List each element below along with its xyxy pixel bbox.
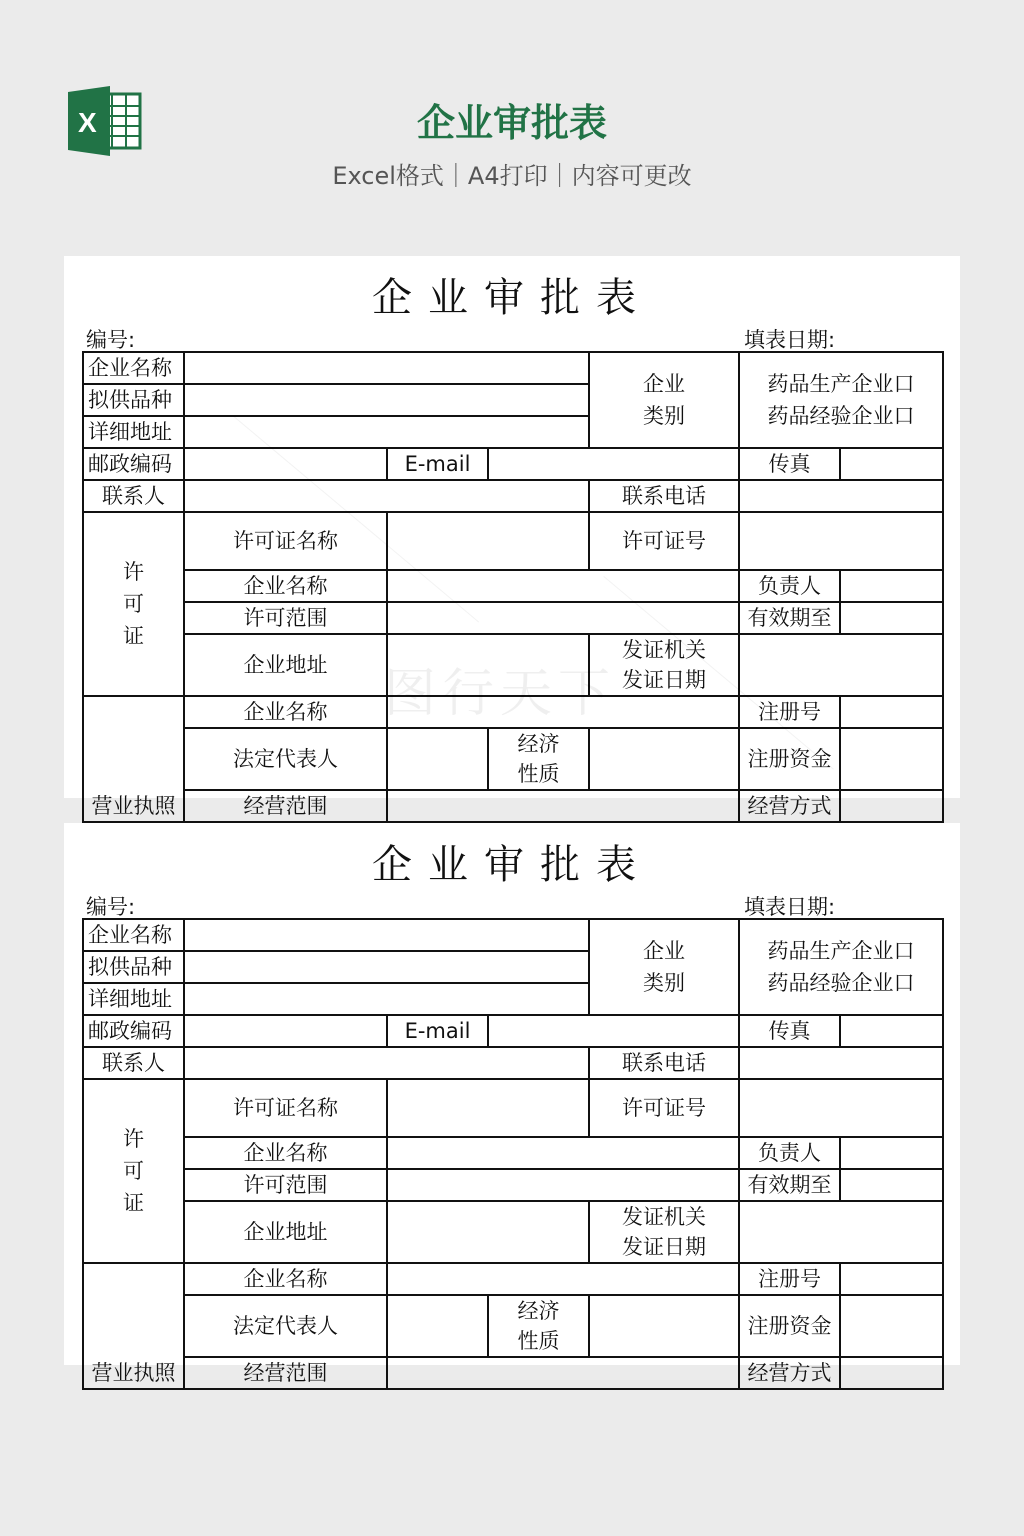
input-legal-rep[interactable] xyxy=(387,1295,488,1357)
input-reg-no[interactable] xyxy=(840,696,943,728)
label-reg-capital: 注册资金 xyxy=(739,728,840,790)
input-phone[interactable] xyxy=(739,1047,943,1079)
input-address[interactable] xyxy=(184,416,589,448)
label-biz-company: 企业名称 xyxy=(184,1263,387,1295)
label-legal-rep: 法定代表人 xyxy=(184,728,387,790)
label-address: 详细地址 xyxy=(83,416,184,448)
input-email[interactable] xyxy=(488,448,739,480)
input-biz-company[interactable] xyxy=(387,696,739,728)
label-postcode: 邮政编码 xyxy=(83,448,184,480)
label-company-category: 企业 类别 xyxy=(589,919,739,1015)
label-license-name: 许可证名称 xyxy=(184,512,387,570)
input-valid-until[interactable] xyxy=(840,602,943,634)
label-fax: 传真 xyxy=(739,448,840,480)
input-license-address[interactable] xyxy=(387,1201,589,1263)
input-biz-scope[interactable] xyxy=(387,790,739,822)
label-business-license: 营业执照 xyxy=(83,696,184,822)
label-email: E-mail xyxy=(387,1015,488,1047)
input-contact[interactable] xyxy=(184,480,589,512)
input-license-name[interactable] xyxy=(387,512,589,570)
input-fax[interactable] xyxy=(840,448,943,480)
input-fax[interactable] xyxy=(840,1015,943,1047)
input-license-scope[interactable] xyxy=(387,1169,739,1201)
sheet-preview-2 xyxy=(64,823,960,1385)
label-license-no: 许可证号 xyxy=(589,512,739,570)
label-license-group: 许 可 证 xyxy=(83,1079,184,1263)
input-license-address[interactable] xyxy=(387,634,589,696)
input-issuer-date[interactable] xyxy=(739,1201,943,1263)
label-products: 拟供品种 xyxy=(83,384,184,416)
input-products[interactable] xyxy=(184,951,589,983)
label-license-company: 企业名称 xyxy=(184,570,387,602)
input-biz-mode[interactable] xyxy=(840,790,943,822)
sheet-preview-1 xyxy=(64,256,960,818)
label-biz-mode: 经营方式 xyxy=(739,790,840,822)
input-contact[interactable] xyxy=(184,1047,589,1079)
category-options[interactable]: 药品生产企业口 药品经验企业口 xyxy=(739,919,943,1015)
input-legal-rep[interactable] xyxy=(387,728,488,790)
label-license-company: 企业名称 xyxy=(184,1137,387,1169)
label-econ-nature: 经济 性质 xyxy=(488,728,589,790)
input-license-company[interactable] xyxy=(387,1137,739,1169)
label-biz-company: 企业名称 xyxy=(184,696,387,728)
input-responsible-person[interactable] xyxy=(840,570,943,602)
form-number-label: 编号: xyxy=(86,328,136,352)
input-email[interactable] xyxy=(488,1015,739,1047)
input-postcode[interactable] xyxy=(184,1015,387,1047)
input-postcode[interactable] xyxy=(184,448,387,480)
page-title: 企业审批表 xyxy=(416,101,607,145)
label-license-group: 许 可 证 xyxy=(83,512,184,696)
label-responsible-person: 负责人 xyxy=(739,570,840,602)
input-license-name[interactable] xyxy=(387,1079,589,1137)
label-issuer-date: 发证机关 发证日期 xyxy=(589,1201,739,1263)
input-license-scope[interactable] xyxy=(387,602,739,634)
input-phone[interactable] xyxy=(739,480,943,512)
input-valid-until[interactable] xyxy=(840,1169,943,1201)
label-valid-until: 有效期至 xyxy=(739,1169,840,1201)
input-econ-nature[interactable] xyxy=(589,728,739,790)
input-biz-scope[interactable] xyxy=(387,1357,739,1389)
input-company-name[interactable] xyxy=(184,352,589,384)
form-date-label: 填表日期: xyxy=(744,328,836,352)
input-econ-nature[interactable] xyxy=(589,1295,739,1357)
label-contact: 联系人 xyxy=(83,480,184,512)
form-date-label: 填表日期: xyxy=(744,895,836,919)
label-license-scope: 许可范围 xyxy=(184,1169,387,1201)
form-number-label: 编号: xyxy=(86,895,136,919)
input-biz-company[interactable] xyxy=(387,1263,739,1295)
label-license-name: 许可证名称 xyxy=(184,1079,387,1137)
label-license-address: 企业地址 xyxy=(184,634,387,696)
form-title: 企业审批表 xyxy=(372,842,652,888)
label-biz-scope: 经营范围 xyxy=(184,1357,387,1389)
label-company-name: 企业名称 xyxy=(83,352,184,384)
label-econ-nature: 经济 性质 xyxy=(488,1295,589,1357)
label-business-license: 营业执照 xyxy=(83,1263,184,1389)
label-reg-capital: 注册资金 xyxy=(739,1295,840,1357)
label-license-scope: 许可范围 xyxy=(184,602,387,634)
label-phone: 联系电话 xyxy=(589,480,739,512)
approval-form-table xyxy=(82,918,944,1390)
form-title: 企业审批表 xyxy=(372,275,652,321)
label-legal-rep: 法定代表人 xyxy=(184,1295,387,1357)
label-postcode: 邮政编码 xyxy=(83,1015,184,1047)
input-address[interactable] xyxy=(184,983,589,1015)
label-phone: 联系电话 xyxy=(589,1047,739,1079)
label-products: 拟供品种 xyxy=(83,951,184,983)
label-reg-no: 注册号 xyxy=(739,696,840,728)
input-license-no[interactable] xyxy=(739,512,943,570)
watermark: 图行天下 xyxy=(384,664,617,724)
input-license-company[interactable] xyxy=(387,570,739,602)
label-contact: 联系人 xyxy=(83,1047,184,1079)
input-reg-no[interactable] xyxy=(840,1263,943,1295)
label-responsible-person: 负责人 xyxy=(739,1137,840,1169)
label-company-name: 企业名称 xyxy=(83,919,184,951)
page-subtitle: Excel格式｜A4打印｜内容可更改 xyxy=(332,162,692,190)
input-biz-mode[interactable] xyxy=(840,1357,943,1389)
label-issuer-date: 发证机关 发证日期 xyxy=(589,634,739,696)
label-reg-no: 注册号 xyxy=(739,1263,840,1295)
label-address: 详细地址 xyxy=(83,983,184,1015)
input-products[interactable] xyxy=(184,384,589,416)
label-biz-mode: 经营方式 xyxy=(739,1357,840,1389)
label-company-category: 企业 类别 xyxy=(589,352,739,448)
input-issuer-date[interactable] xyxy=(739,634,943,696)
input-reg-capital[interactable] xyxy=(840,1295,943,1357)
label-biz-scope: 经营范围 xyxy=(184,790,387,822)
label-fax: 传真 xyxy=(739,1015,840,1047)
input-company-name[interactable] xyxy=(184,919,589,951)
svg-text:X: X xyxy=(78,107,97,138)
input-reg-capital[interactable] xyxy=(840,728,943,790)
label-email: E-mail xyxy=(387,448,488,480)
approval-form-table xyxy=(82,351,944,823)
input-responsible-person[interactable] xyxy=(840,1137,943,1169)
label-license-address: 企业地址 xyxy=(184,1201,387,1263)
input-license-no[interactable] xyxy=(739,1079,943,1137)
label-license-no: 许可证号 xyxy=(589,1079,739,1137)
category-options[interactable]: 药品生产企业口 药品经验企业口 xyxy=(739,352,943,448)
label-valid-until: 有效期至 xyxy=(739,602,840,634)
